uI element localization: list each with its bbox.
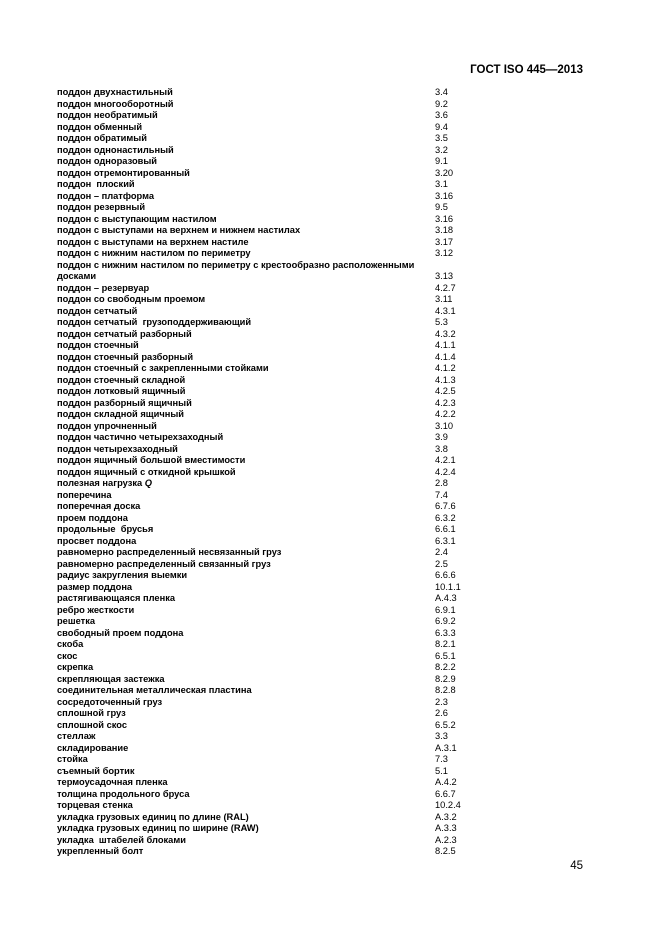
index-entry: [57, 248, 477, 260]
index-reference: A.3.1: [435, 742, 457, 753]
index-term: поддон складной ящичный: [57, 409, 185, 419]
index-reference: A.4.2: [435, 777, 457, 787]
index-reference: 6.3.3: [435, 627, 456, 638]
index-reference: 4.2.3: [435, 397, 456, 408]
index-entry: [57, 294, 477, 306]
index-reference: 6.9.1: [435, 604, 456, 615]
index-reference: 3.17: [435, 236, 454, 247]
index-reference: 4.1.4: [435, 351, 456, 362]
index-entry: [57, 478, 477, 490]
index-reference: 6.6.6: [435, 570, 456, 580]
index-entry: [57, 731, 477, 743]
index-reference: 2.6: [435, 708, 448, 718]
index-entry: [57, 536, 477, 548]
index-entry: [57, 99, 477, 111]
index-term: сосредоточенный груз: [57, 696, 163, 707]
index-term: поддон необратимый: [57, 110, 158, 120]
index-term: поддон ящичный с откидной крышкой: [57, 466, 236, 477]
index-reference: 9.5: [435, 202, 448, 212]
index-entry: [57, 697, 477, 709]
index-entry: [57, 639, 477, 651]
index-entry: [57, 386, 477, 398]
index-entry: [57, 616, 477, 628]
index-entry: [57, 168, 477, 180]
index-entry: [57, 754, 477, 766]
index-term: стеллаж: [57, 731, 96, 741]
index-term: укладка грузовых единиц по ширине (RAW): [57, 823, 259, 833]
index-entry: [57, 823, 477, 835]
index-reference: 3.16: [435, 213, 454, 224]
index-term: решетка: [57, 616, 96, 626]
index-reference: 4.1.1: [435, 340, 456, 350]
index-term: поддон упрочненный: [57, 420, 157, 431]
index-term: растягивающаяся пленка: [57, 593, 176, 603]
index-entry: [57, 547, 477, 559]
document-header: ГОСТ ISO 445—2013: [470, 64, 583, 76]
index-term: проем поддона: [57, 512, 128, 523]
index-term: поддон с нижним настилом по периметру с крестообразно расположенными досками: [57, 259, 415, 281]
index-reference: 9.2: [435, 98, 448, 109]
index-term: скрепка: [57, 662, 94, 672]
index-entry: [57, 432, 477, 444]
index-entry: [57, 444, 477, 456]
index-reference: 3.10: [435, 420, 454, 431]
index-reference: 4.3.2: [435, 328, 456, 339]
index-term: поддон стоечный с закрепленными стойками: [57, 363, 269, 373]
index-entry: [57, 421, 477, 433]
index-term: скос: [57, 650, 78, 661]
index-reference: 6.5.1: [435, 650, 456, 661]
index-reference: 6.3.2: [435, 512, 456, 523]
index-entry: [57, 122, 477, 134]
index-reference: 3.18: [435, 225, 454, 235]
index-term: укладка штабелей блоками: [57, 834, 186, 845]
index-entry: [57, 225, 477, 237]
index-entry: [57, 674, 477, 686]
index-entry: [57, 202, 477, 214]
index-term: торцевая стенка: [57, 800, 133, 810]
index-entry: [57, 283, 477, 295]
index-reference: A.3.2: [435, 811, 457, 822]
index-term: поддон – платформа: [57, 190, 155, 201]
index-term: поддон многооборотный: [57, 98, 174, 109]
index-entry: [57, 87, 477, 99]
index-reference: 6.6.1: [435, 524, 456, 534]
index-term: поддон двухнастильный: [57, 87, 173, 97]
index-reference: 4.3.1: [435, 305, 456, 316]
index-reference: 4.2.2: [435, 409, 456, 419]
index-reference: 3.6: [435, 110, 448, 120]
index-reference: 3.12: [435, 248, 454, 258]
index-term: стойка: [57, 754, 88, 764]
index-term: поддон с выступами на верхнем настиле: [57, 236, 249, 247]
index-reference: 5.1: [435, 765, 448, 776]
index-reference: 6.3.1: [435, 535, 456, 546]
index-reference: 2.8: [435, 478, 448, 488]
index-term: укрепленный болт: [57, 846, 144, 856]
index-entry: [57, 329, 477, 341]
index-entry: [57, 260, 477, 283]
index-entry: [57, 455, 477, 467]
index-reference: 4.2.4: [435, 466, 456, 477]
index-reference: 9.4: [435, 121, 448, 132]
index-reference: 8.2.8: [435, 685, 456, 695]
index-reference: 8.2.5: [435, 846, 456, 856]
index-term: складирование: [57, 742, 129, 753]
index-reference: 6.9.2: [435, 616, 456, 626]
index-term: поперечная доска: [57, 501, 141, 511]
index-term: сплошной скос: [57, 719, 128, 730]
index-entry: [57, 156, 477, 168]
index-entry: [57, 593, 477, 605]
index-term: равномерно распределенный связанный груз: [57, 558, 271, 569]
index-reference: 8.2.9: [435, 673, 456, 684]
index-entry: [57, 409, 477, 421]
index-entry: [57, 720, 477, 732]
index-reference: 3.3: [435, 731, 448, 741]
index-reference: 6.7.6: [435, 501, 456, 511]
index-reference: 3.16: [435, 190, 454, 201]
index-term: продольные брусья: [57, 524, 154, 534]
index-term: поддон с выступами на верхнем и нижнем настилах: [57, 225, 301, 235]
index-term: ребро жесткости: [57, 604, 135, 615]
index-reference: 6.6.7: [435, 788, 456, 799]
index-entry: [57, 214, 477, 226]
index-reference: 5.3: [435, 317, 448, 327]
index-entry: [57, 133, 477, 145]
index-entry: [57, 743, 477, 755]
index-reference: 7.4: [435, 489, 448, 500]
index-entry: [57, 352, 477, 364]
index-term: скрепляющая застежка: [57, 673, 165, 684]
index-term: соединительная металлическая пластина: [57, 685, 252, 695]
index-reference: 4.2.1: [435, 455, 456, 465]
index-term: радиус закругления выемки: [57, 570, 188, 580]
index-entry: [57, 467, 477, 479]
index-reference: 10.1.1: [435, 581, 461, 592]
index-term: полезная нагрузка Q: [57, 478, 152, 488]
index-entry: [57, 662, 477, 674]
index-term: толщина продольного бруса: [57, 788, 190, 799]
index-term: поддон разборный ящичный: [57, 397, 192, 408]
index-entry: [57, 835, 477, 847]
index-term: просвет поддона: [57, 535, 137, 546]
index-reference: 9.1: [435, 156, 448, 166]
index-term: свободный проем поддона: [57, 627, 184, 638]
index-term: размер поддона: [57, 581, 133, 592]
index-entry: [57, 375, 477, 387]
index-entry: [57, 179, 477, 191]
page-number: 45: [570, 860, 583, 872]
index-entry: [57, 145, 477, 157]
index-term: сплошной груз: [57, 708, 126, 718]
index-entry: [57, 708, 477, 720]
index-entry: [57, 237, 477, 249]
index-reference: 4.2.7: [435, 282, 456, 293]
index-term: поддон сетчатый разборный: [57, 328, 192, 339]
index-entry: [57, 363, 477, 375]
index-term: равномерно распределенный несвязанный груз: [57, 547, 282, 557]
index-reference: 4.1.2: [435, 363, 456, 373]
index-term: поддон частично четырехзаходный: [57, 432, 224, 442]
index-term: поддон обратимый: [57, 133, 147, 143]
index-entry: [57, 490, 477, 502]
index-term: поддон – резервуар: [57, 282, 150, 293]
index-reference: 8.2.2: [435, 662, 456, 672]
index-reference: 6.5.2: [435, 719, 456, 730]
index-entry: [57, 846, 477, 858]
index-reference: A.4.3: [435, 593, 457, 603]
index-term: поперечина: [57, 489, 112, 500]
index-entry: [57, 524, 477, 536]
index-reference: 3.20: [435, 167, 454, 178]
index-term: поддон ящичный большой вместимости: [57, 455, 246, 465]
index-term: съемный бортик: [57, 765, 135, 776]
index-entry: [57, 191, 477, 203]
index-reference: A.2.3: [435, 834, 457, 845]
index-entry: [57, 789, 477, 801]
index-entry: [57, 582, 477, 594]
index-term: поддон с выступающим настилом: [57, 213, 217, 224]
index-entry: [57, 628, 477, 640]
index-reference: 3.1: [435, 179, 448, 189]
index-reference: 3.5: [435, 133, 448, 143]
index-entry: [57, 766, 477, 778]
index-term: поддон однонастильный: [57, 144, 174, 155]
index-entry: [57, 685, 477, 697]
index-entry: [57, 651, 477, 663]
index-reference: A.3.3: [435, 823, 457, 833]
index-entry: [57, 501, 477, 513]
index-term: скоба: [57, 639, 84, 649]
index-reference: 3.13: [435, 271, 454, 281]
index-reference: 2.4: [435, 547, 448, 557]
index-term: поддон лотковый ящичный: [57, 386, 186, 396]
index-entry: [57, 513, 477, 525]
index-term: поддон плоский: [57, 179, 135, 189]
index-reference: 3.2: [435, 144, 448, 155]
index-term: укладка грузовых единиц по длине (RAL): [57, 811, 249, 822]
index-term: поддон четырехзаходный: [57, 443, 178, 454]
index-term: поддон сетчатый грузоподдерживающий: [57, 317, 252, 327]
index-term: термоусадочная пленка: [57, 777, 168, 787]
index-entry: [57, 812, 477, 824]
index-reference: 10.2.4: [435, 800, 461, 810]
index-term: поддон сетчатый: [57, 305, 138, 316]
index-reference: 3.9: [435, 432, 448, 442]
index-term: поддон обменный: [57, 121, 143, 132]
term-index: [57, 87, 477, 858]
index-entry: [57, 570, 477, 582]
index-entry: [57, 605, 477, 617]
index-reference: 2.3: [435, 696, 448, 707]
index-entry: [57, 398, 477, 410]
index-entry: [57, 340, 477, 352]
index-term: поддон стоечный разборный: [57, 351, 194, 362]
index-reference: 8.2.1: [435, 639, 456, 649]
index-entry: [57, 306, 477, 318]
index-reference: 3.8: [435, 443, 448, 454]
index-term: поддон с нижним настилом по периметру: [57, 248, 251, 258]
index-reference: 3.11: [435, 294, 453, 304]
index-entry: [57, 777, 477, 789]
index-reference: 2.5: [435, 558, 448, 569]
index-entry: [57, 559, 477, 571]
index-reference: 4.1.3: [435, 374, 456, 385]
index-entry: [57, 110, 477, 122]
variable-symbol: Q: [144, 478, 152, 488]
index-term: поддон со свободным проемом: [57, 294, 206, 304]
index-term: поддон одноразовый: [57, 156, 158, 166]
index-term: поддон стоечный: [57, 340, 139, 350]
index-reference: 3.4: [435, 87, 448, 97]
index-reference: 7.3: [435, 754, 448, 764]
index-reference: 4.2.5: [435, 386, 456, 396]
index-entry: [57, 800, 477, 812]
index-term: поддон отремонтированный: [57, 167, 190, 178]
index-term: поддон резервный: [57, 202, 146, 212]
index-term: поддон стоечный складной: [57, 374, 186, 385]
index-entry: [57, 317, 477, 329]
